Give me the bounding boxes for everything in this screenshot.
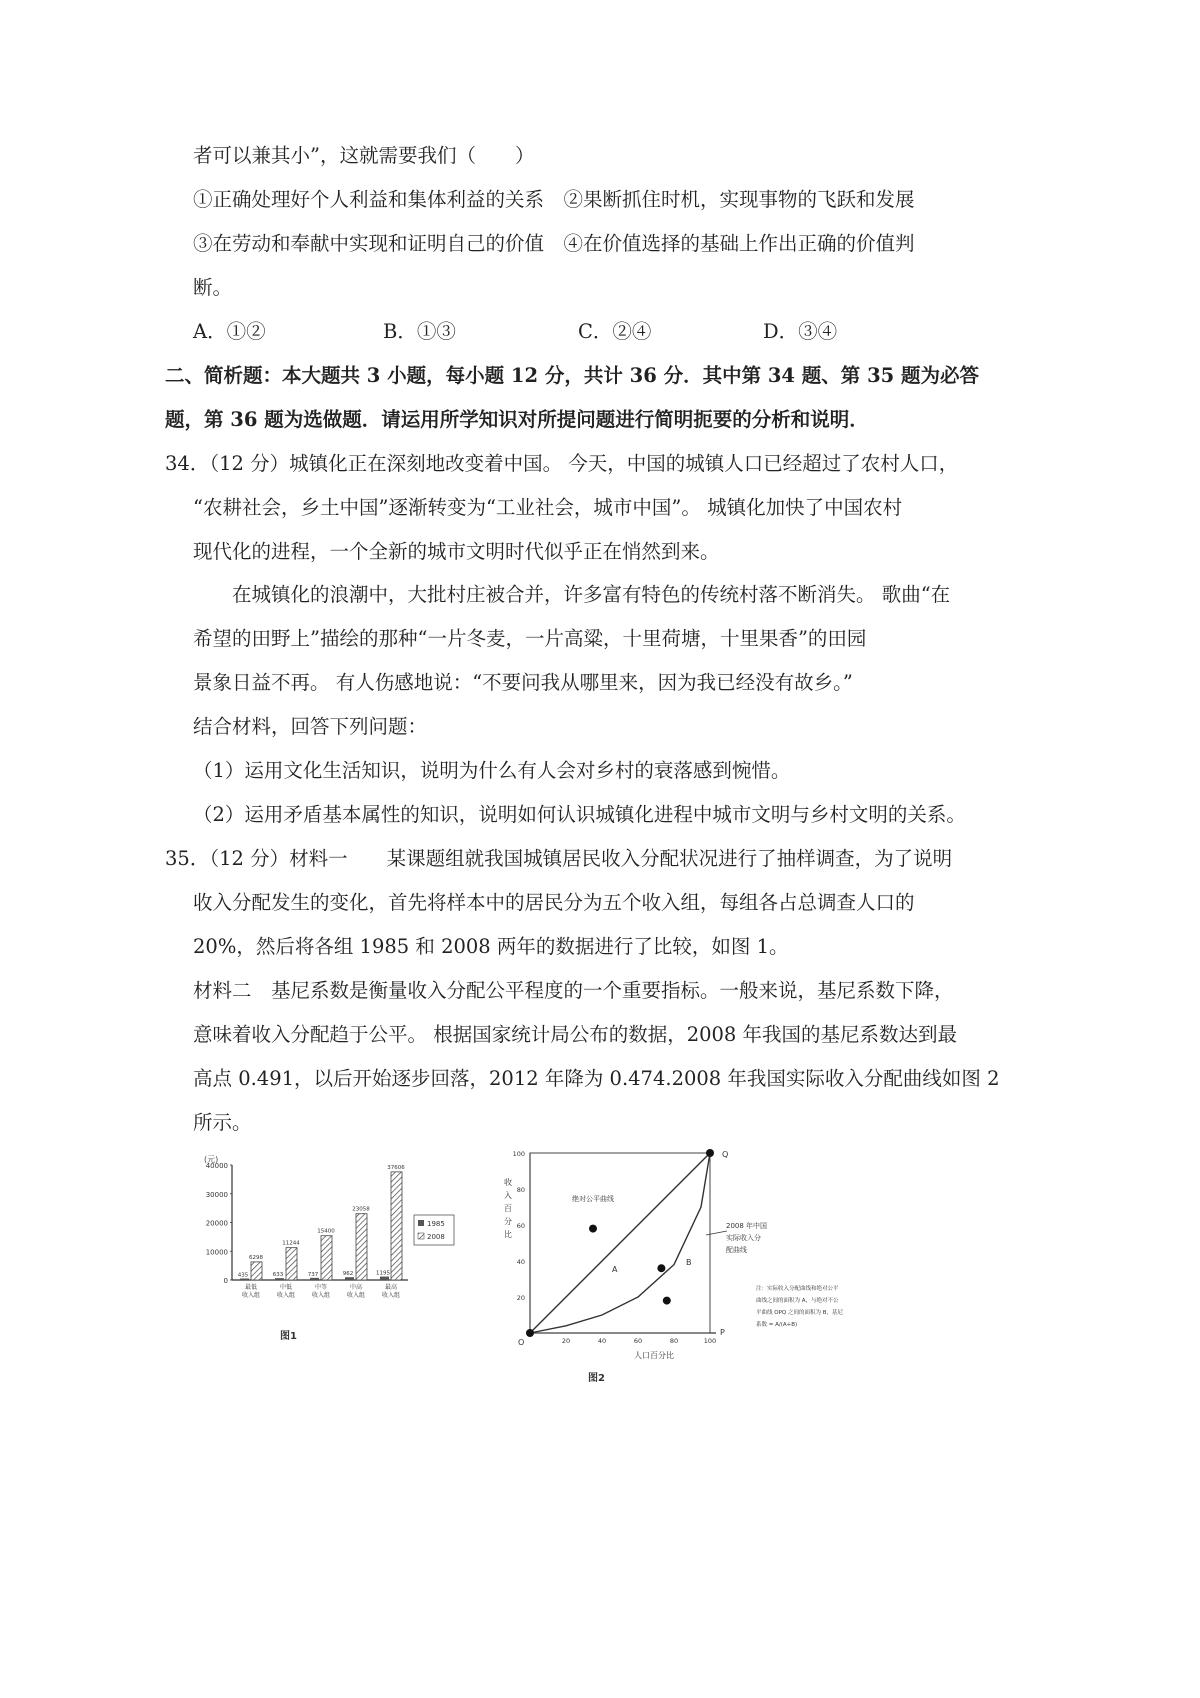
figure-2 (494, 1145, 843, 1390)
fig2-y-tick-0: 100 (512, 1150, 525, 1158)
q34-line6: 景象日益不再。 有人伤感地说：“不要问我从哪里来，因为我已经没有故乡。” (193, 671, 853, 694)
figure-1-bar-chart (190, 1145, 470, 1360)
fig2-actual-label-1: 2008 年中国 (726, 1222, 768, 1230)
fig1-bar-1985-0 (240, 1279, 249, 1281)
fig2-point-0 (589, 1225, 597, 1233)
fig1-bar-2008-1 (286, 1248, 297, 1280)
fig1-y-tick-4: 0 (223, 1277, 228, 1285)
fig1-y-tick-3: 10000 (205, 1248, 228, 1257)
q35-line1: 35．（12 分）材料一 某课题组就我国城镇居民收入分配状况进行了抽样调查，为了说明 (165, 847, 953, 870)
fig2-caption: 图2 (588, 1373, 605, 1384)
fig2-ylabel-char-4: 比 (504, 1230, 512, 1239)
fig2-y-tick-3: 40 (516, 1258, 525, 1266)
fig2-note-3: 平曲线 OPQ 之间的面积为 B，基尼 (756, 1310, 843, 1316)
fig1-bar-2008-3 (356, 1214, 367, 1280)
fig1-category-1-line-1: 收入组 (276, 1292, 296, 1299)
figure-2-lorenz-chart (494, 1145, 843, 1390)
fig1-label-2008-1: 11244 (282, 1240, 300, 1247)
q34-line1: 34．（12 分）城镇化正在深刻地改变着中国。 今天，中国的城镇人口已经超过了农村人口， (165, 452, 959, 475)
fig1-caption: 图1 (280, 1331, 297, 1342)
fig2-y-tick-4: 20 (516, 1294, 525, 1302)
fig1-label-1985-4: 1195 (376, 1270, 390, 1277)
section2-heading-line1: 二、简析题：本大题共 3 小题，每小题 12 分，共计 36 分．其中第 34 题、第 35 题为必答 (165, 364, 980, 387)
fig1-label-1985-3: 962 (342, 1271, 354, 1278)
fig2-actual-pointer (706, 1231, 727, 1235)
fig1-legend-1985: 1985 (427, 1220, 445, 1228)
fig1-category-3-line-1: 收入组 (346, 1292, 366, 1299)
fig1-bar-2008-4 (391, 1172, 402, 1280)
fig1-category-0-line-0: 最低 (244, 1284, 258, 1291)
q35-line6: 高点 0.491，以后开始逐步回落，2012 年降为 0.474.2008 年我国实际收入分配曲线如图 2 (193, 1067, 1000, 1090)
q34-line4: 在城镇化的浪潮中，大批村庄被合并，许多富有特色的传统村落不断消失。 歌曲“在 (232, 583, 951, 606)
fig1-bar-2008-2 (321, 1236, 332, 1280)
figure-1 (190, 1145, 470, 1360)
fig1-legend-swatch-2008 (418, 1233, 424, 1239)
fig1-label-2008-3: 23058 (352, 1206, 370, 1213)
fig2-note-2: 曲线之间的面积为 A，与绝对不公 (756, 1298, 839, 1304)
fig1-y-tick-0: 40000 (205, 1162, 228, 1170)
q33-items-line1: ①正确处理好个人利益和集体利益的关系 ②果断抓住时机，实现事物的飞跃和发展 (193, 188, 915, 211)
q35-line7: 所示。 (193, 1111, 252, 1134)
fig2-p-label: P (720, 1328, 725, 1337)
fig1-category-4-line-0: 最高 (384, 1284, 398, 1291)
q35-line3: 20%，然后将各组 1985 和 2008 两年的数据进行了比较，如图 1。 (193, 935, 789, 958)
fig2-origin-label: O (518, 1338, 525, 1347)
fig1-y-tick-1: 30000 (205, 1190, 228, 1199)
fig1-label-1985-0: 435 (237, 1272, 249, 1279)
q33-option-a: A．①② (193, 320, 266, 343)
fig2-ylabel-char-2: 百 (504, 1204, 512, 1213)
fig1-label-2008-2: 15400 (317, 1228, 335, 1235)
fig2-x-tick-0: 20 (561, 1337, 571, 1345)
fig2-y-tick-2: 60 (516, 1222, 525, 1230)
fig2-note-1: 注：实际收入分配曲线和绝对公平 (756, 1286, 839, 1292)
q33-items-line2: ③在劳动和奉献中实现和证明自己的价值 ④在价值选择的基础上作出正确的价值判 (193, 232, 915, 255)
fig1-category-2-line-0: 中等 (314, 1284, 328, 1291)
q34-line2: “农耕社会，乡土中国”逐渐转变为“工业社会，城市中国”。 城镇化加快了中国农村 (193, 496, 903, 519)
fig2-point-origin (526, 1329, 534, 1337)
fig1-category-3-line-0: 中高 (349, 1284, 363, 1291)
q35-line5: 意味着收入分配趋于公平。 根据国家统计局公布的数据，2008 年我国的基尼系数达到最 (193, 1023, 958, 1046)
fig1-unit-label: (元) (204, 1155, 219, 1164)
q34-line5: 希望的田野上”描绘的那种“一片冬麦，一片高粱，十里荷塘，十里果香”的田园 (193, 627, 867, 650)
q33-option-b: B．①③ (383, 320, 456, 343)
fig1-label-2008-0: 6298 (249, 1254, 263, 1261)
section2-heading-line2: 题，第 36 题为选做题．请运用所学知识对所提问题进行简明扼要的分析和说明． (165, 408, 869, 431)
fig1-bar-1985-2 (310, 1278, 319, 1280)
fig2-actual-label-2: 实际收入分 (726, 1234, 761, 1242)
q35-line2: 收入分配发生的变化，首先将样本中的居民分为五个收入组，每组各占总调查人口的 (193, 891, 915, 914)
fig2-x-tick-1: 40 (597, 1337, 607, 1345)
fig2-q-label: Q (722, 1150, 729, 1159)
q34-line7: 结合材料，回答下列问题： (193, 715, 428, 738)
fig2-area-b: B (686, 1258, 692, 1267)
fig1-label-2008-4: 37606 (387, 1164, 405, 1171)
fig1-bar-1985-1 (275, 1278, 284, 1280)
fig2-actual-label-3: 配曲线 (726, 1246, 747, 1254)
fig2-x-tick-2: 60 (633, 1337, 643, 1345)
q34-sub2: （2）运用矛盾基本属性的知识，说明如何认识城镇化进程中城市文明与乡村文明的关系。 (193, 803, 966, 826)
fig1-legend-swatch-1985 (418, 1220, 424, 1226)
q34-sub1: （1）运用文化生活知识，说明为什么有人会对乡村的衰落感到惋惜。 (193, 759, 791, 782)
fig1-y-tick-2: 20000 (205, 1219, 228, 1228)
q33-option-d: D．③④ (763, 320, 838, 343)
fig1-legend (414, 1215, 454, 1245)
fig1-category-2-line-1: 收入组 (311, 1292, 331, 1299)
fig1-category-4-line-1: 收入组 (381, 1292, 401, 1299)
fig1-label-1985-1: 633 (272, 1272, 284, 1279)
fig2-note-4: 系数 = A/(A+B) (756, 1322, 798, 1328)
fig1-legend-2008: 2008 (427, 1233, 445, 1241)
fig1-bar-2008-0 (251, 1262, 262, 1280)
fig2-ylabel-char-1: 入 (504, 1191, 512, 1200)
fig1-category-0-line-1: 收入组 (241, 1292, 261, 1299)
q35-line4: 材料二 基尼系数是衡量收入分配公平程度的一个重要指标。一般来说，基尼系数下降， (193, 979, 954, 1002)
q33-option-c: C．②④ (578, 320, 652, 343)
fig2-point-1 (657, 1264, 665, 1272)
fig2-ylabel-char-0: 收 (504, 1178, 512, 1187)
q33-items-line3: 断。 (193, 276, 233, 299)
fig1-bar-1985-4 (380, 1277, 389, 1280)
q33-stem-tail: 者可以兼其小”，这就需要我们（ ） (193, 144, 535, 167)
fig1-bar-1985-3 (345, 1277, 354, 1280)
fig2-point-q (706, 1149, 714, 1157)
fig2-ylabel-char-3: 分 (504, 1217, 512, 1226)
fig2-x-tick-4: 100 (703, 1337, 717, 1345)
fig2-x-tick-3: 80 (669, 1337, 679, 1345)
fig2-point-2 (663, 1297, 671, 1305)
fig2-y-tick-1: 80 (516, 1186, 525, 1194)
fig2-area-a: A (612, 1265, 618, 1274)
fig1-category-1-line-0: 中低 (279, 1284, 293, 1291)
fig2-xlabel: 人口百分比 (634, 1351, 674, 1360)
fig1-label-1985-2: 737 (307, 1271, 319, 1278)
q34-line3: 现代化的进程，一个全新的城市文明时代似乎正在悄然到来。 (193, 540, 720, 563)
fig2-equality-label: 绝对公平曲线 (572, 1195, 614, 1203)
